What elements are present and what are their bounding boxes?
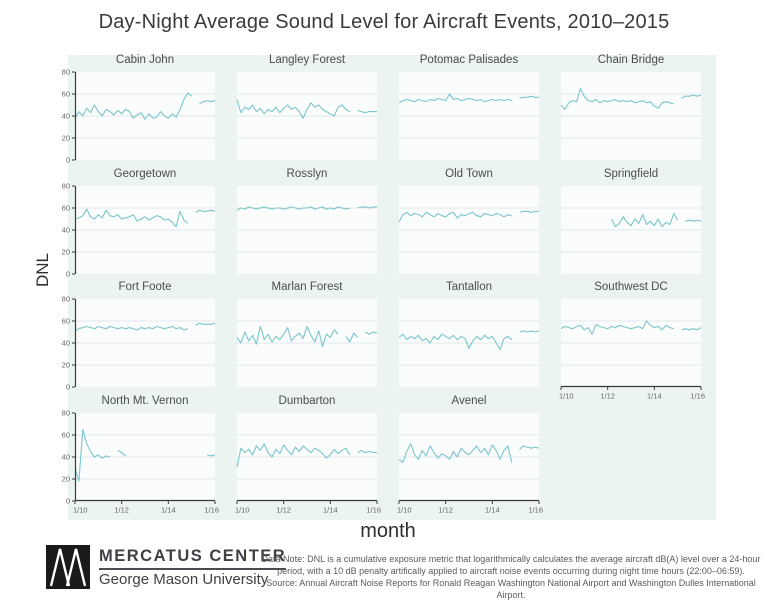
facet-panel-dumbarton xyxy=(235,394,381,514)
panel-chart xyxy=(561,72,701,160)
facet-panel-cabin-john xyxy=(61,54,215,165)
y-tick-label: 60 xyxy=(61,316,70,326)
panel-chart xyxy=(61,181,215,279)
x-axis-label: month xyxy=(360,520,416,542)
y-tick-label: 60 xyxy=(61,203,70,213)
data-note-line-1: Data Note: DNL is a cumulative exposure metric that logarithmically calculates the average aircraft dB(A) level over a 24-hour xyxy=(261,554,761,564)
panel-title: Southwest DC xyxy=(594,281,668,293)
facet-grid xyxy=(61,54,705,514)
y-tick-label: 80 xyxy=(61,408,70,418)
y-tick-label: 40 xyxy=(61,452,70,462)
panel-chart xyxy=(237,72,377,160)
panel-title: Marlan Forest xyxy=(271,281,343,293)
facet-panel-marlan-forest xyxy=(237,281,377,387)
x-tick-label: 1/12 xyxy=(114,505,129,514)
page-title: Day-Night Average Sound Level for Aircraft Events, 2010–2015 xyxy=(98,11,670,33)
x-tick-label: 1/14 xyxy=(323,505,338,514)
y-tick-label: 0 xyxy=(65,155,70,165)
y-tick-label: 80 xyxy=(61,67,70,77)
facet-panel-langley-forest xyxy=(237,54,377,160)
x-tick-label: 1/14 xyxy=(485,505,500,514)
x-tick-label: 1/10 xyxy=(397,505,412,514)
facet-panel-southwest-dc xyxy=(559,281,705,401)
mercatus-logo-icon xyxy=(46,545,90,589)
panel-title: Langley Forest xyxy=(268,54,346,66)
y-tick-label: 40 xyxy=(61,111,70,121)
panel-title: Dumbarton xyxy=(278,394,336,407)
facet-panel-fort-foote xyxy=(61,281,215,392)
y-tick-label: 20 xyxy=(61,360,70,370)
panel-chart xyxy=(399,299,539,387)
panel-chart xyxy=(61,67,215,165)
data-note-line-2: period, with a 10 dB penalty artifically applied to aircraft noise events occurring during night time hours (22:00–06:59). xyxy=(277,566,745,577)
panel-title: Potomac Palisades xyxy=(419,54,519,66)
panel-chart xyxy=(559,299,705,401)
x-tick-label: 1/10 xyxy=(559,391,574,401)
x-tick-label: 1/12 xyxy=(438,505,453,514)
facet-panel-georgetown xyxy=(61,167,215,279)
y-tick-label: 20 xyxy=(61,474,70,484)
panel-title: Cabin John xyxy=(115,54,175,66)
facet-panel-avenel xyxy=(397,394,543,514)
y-tick-label: 20 xyxy=(61,133,70,143)
footer-note xyxy=(258,553,764,602)
x-tick-label: 1/14 xyxy=(647,391,662,401)
y-tick-label: 20 xyxy=(61,247,70,257)
panel-title: Rosslyn xyxy=(286,167,328,180)
panel-chart xyxy=(399,186,539,274)
panel-title: North Mt. Vernon xyxy=(101,394,189,407)
x-axis xyxy=(559,387,705,401)
x-axis xyxy=(397,500,543,514)
x-tick-label: 1/12 xyxy=(600,391,615,401)
facet-panel-tantallon xyxy=(399,281,539,387)
y-tick-label: 0 xyxy=(65,496,70,506)
x-tick-label: 1/12 xyxy=(276,505,291,514)
panel-chart xyxy=(235,413,381,514)
facet-panel-chain-bridge xyxy=(561,54,701,160)
facet-panel-rosslyn xyxy=(237,167,377,274)
x-tick-label: 1/10 xyxy=(235,505,250,514)
panel-title: Chain Bridge xyxy=(597,54,665,66)
x-tick-label: 1/14 xyxy=(161,505,176,514)
x-axis xyxy=(235,500,381,514)
panel-title: Tantallon xyxy=(445,281,493,293)
y-tick-label: 0 xyxy=(65,382,70,392)
panel-title: Old Town xyxy=(445,167,493,180)
y-tick-label: 60 xyxy=(61,430,70,440)
panel-chart xyxy=(561,186,701,274)
x-axis xyxy=(73,500,219,514)
source-note: Source: Annual Aircraft Noise Reports for Ronald Reagan Washington National Airport and Washington Dulles International Airport. xyxy=(266,578,756,601)
y-tick-label: 80 xyxy=(61,294,70,304)
panel-chart xyxy=(61,408,219,514)
panel-title: Fort Foote xyxy=(118,281,172,293)
x-tick-label: 1/16 xyxy=(528,505,543,514)
panel-chart xyxy=(397,413,543,514)
facet-panel-old-town xyxy=(399,167,539,274)
panel-chart xyxy=(399,72,539,160)
panel-chart xyxy=(237,299,377,387)
panel-title: Avenel xyxy=(451,394,487,407)
panel-title: Springfield xyxy=(603,167,659,180)
panel-chart xyxy=(237,186,377,274)
panel-chart xyxy=(61,294,215,392)
x-tick-label: 1/16 xyxy=(690,391,705,401)
mercatus-logo xyxy=(46,545,286,589)
y-tick-label: 80 xyxy=(61,181,70,191)
x-tick-label: 1/16 xyxy=(366,505,381,514)
logo-name: MERCATUS CENTER xyxy=(99,547,286,570)
y-tick-label: 40 xyxy=(61,225,70,235)
panel-title: Georgetown xyxy=(113,167,177,180)
facet-panel-springfield xyxy=(561,167,701,274)
facet-panel-potomac-palisades xyxy=(399,54,539,160)
y-tick-label: 0 xyxy=(65,269,70,279)
y-tick-label: 60 xyxy=(61,89,70,99)
x-tick-label: 1/16 xyxy=(204,505,219,514)
logo-subtitle: George Mason University xyxy=(99,570,269,588)
y-tick-label: 40 xyxy=(61,338,70,348)
facet-panel-north-mt-vernon xyxy=(61,394,219,514)
x-tick-label: 1/10 xyxy=(73,505,88,514)
